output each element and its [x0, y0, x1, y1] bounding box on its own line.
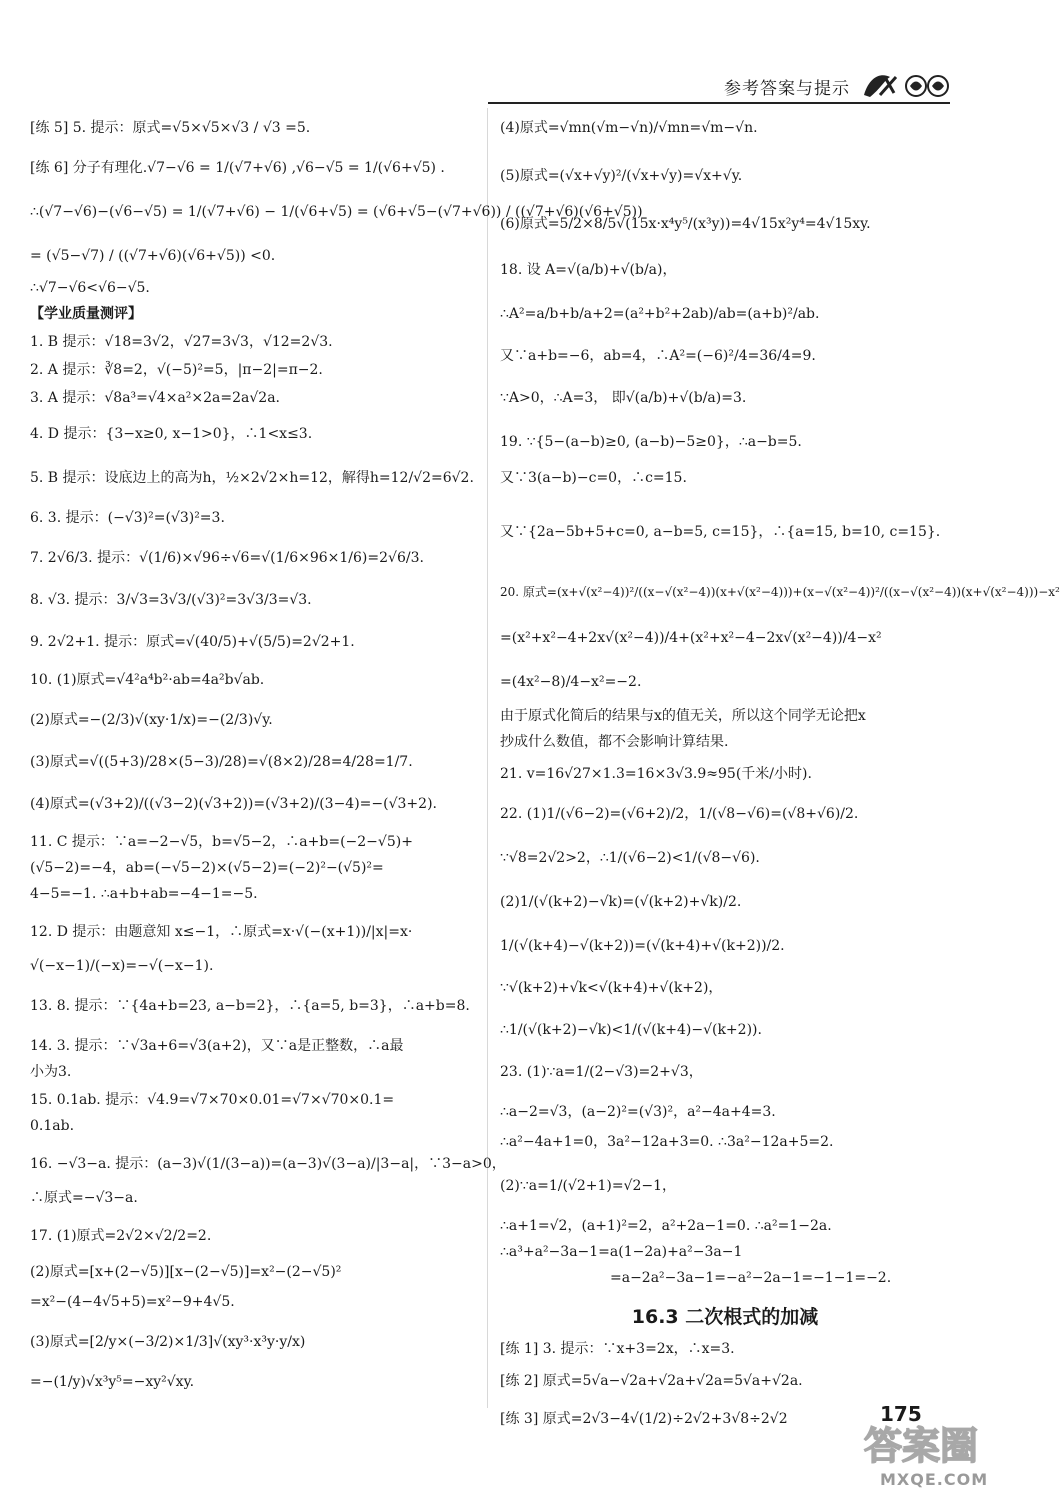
header-title: 参考答案与提示: [724, 78, 850, 99]
answer-20-line-1: 20. 原式=(x+√(x²−4))²/((x−√(x²−4))(x+√(x²−4)))+(x−√(x²−4))²/((x−√(x²−4))(x+√(x²−4)))−x²: [500, 585, 1060, 599]
answer-12-line-1: 12. D 提示：由题意知 x≤−1，∴原式=x·√(−(x+1))/|x|=x·: [30, 924, 413, 940]
answer-7: 7. 2√6/3. 提示：√(1/6)×√96÷√6=√(1/6×96×1/6)=2√6/3.: [30, 550, 424, 566]
answer-4: 4. D 提示：{3−x≥0, x−1>0}，∴1<x≤3.: [30, 426, 313, 442]
exercise-6-answer: [练 6] 分子有理化.√7−√6 = 1/(√7+√6) ,√6−√5 = 1/(√6+√5) .: [30, 160, 445, 176]
answer-17-part-1: 17. (1)原式=2√2×√2/2=2.: [30, 1228, 212, 1244]
answer-16-line-2: ∴原式=−√3−a.: [30, 1190, 138, 1206]
answer-23-part-1-line-2: ∴a−2=√3，(a−2)²=(√3)²，a²−4a+4=3.: [500, 1104, 776, 1120]
answer-11-line-2: (√5−2)=−4，ab=(−√5−2)×(√5−2)=(−2)²−(√5)²=: [30, 860, 384, 876]
answer-18-line-1: 18. 设 A=√(a/b)+√(b/a)，: [500, 262, 677, 278]
answer-10-part-3: (3)原式=√((5+3)/28×(5−3)/28)=√(8×2)/28=4/28=1/7.: [30, 754, 413, 770]
practice-1-answer: [练 1] 3. 提示：∵x+3=2x，∴x=3.: [500, 1341, 735, 1357]
answer-12-line-2: √(−x−1)/(−x)=−√(−x−1).: [30, 958, 214, 974]
answer-23-part-2-line-3: ∴a³+a²−3a−1=a(1−2a)+a²−3a−1: [500, 1244, 743, 1260]
answer-22-part-1: 22. (1)1/(√6−2)=(√6+2)/2，1/(√8−√6)=(√8+√6)/2.: [500, 806, 859, 822]
answer-18-line-3: 又∵a+b=−6，ab=4，∴A²=(−6)²/4=36/4=9.: [500, 348, 816, 364]
section-heading-quality-test: 【学业质量测评】: [30, 306, 142, 322]
answer-17-part-2: (2)原式=[x+(2−√5)][x−(2−√5)]=x²−(2−√5)²: [30, 1264, 342, 1280]
page-number: 175: [880, 1402, 922, 1426]
answer-20-note-1: 由于原式化简后的结果与x的值无关，所以这个同学无论把x: [500, 708, 866, 724]
answer-17-part-4: (4)原式=√mn(√m−√n)/√mn=√m−√n.: [500, 120, 758, 136]
answer-20-line-3: =(4x²−8)/4−x²=−2.: [500, 674, 642, 690]
watermark-domain: MXQE.COM: [880, 1470, 989, 1489]
answer-3: 3. A 提示：√8a³=√4×a²×2a=2a√2a.: [30, 390, 280, 406]
answer-20-note-2: 抄成什么数值，都不会影响计算结果.: [500, 734, 729, 750]
answer-18-line-2: ∴A²=a/b+b/a+2=(a²+b²+2ab)/ab=(a+b)²/ab.: [500, 306, 820, 322]
answer-22-compare-1: ∵√8=2√2>2，∴1/(√6−2)<1/(√8−√6).: [500, 850, 760, 866]
watermark-text: 答案圈: [864, 1424, 979, 1468]
answer-17-part-3-cont: =−(1/y)√x³y⁵=−xy²√xy.: [30, 1374, 195, 1390]
header-rule: [488, 102, 950, 104]
practice-2-answer: [练 2] 原式=5√a−√2a+√2a+√2a=5√a+√2a.: [500, 1373, 803, 1389]
answer-17-part-2-cont: =x²−(4−4√5+5)=x²−9+4√5.: [30, 1294, 235, 1310]
answer-17-part-3: (3)原式=[2/y×(−3/2)×1/3]√(xy³·x³y·y/x): [30, 1334, 306, 1350]
answer-5: 5. B 提示：设底边上的高为h，½×2√2×h=12，解得h=12/√2=6√2.: [30, 470, 474, 486]
answer-6: 6. 3. 提示：(−√3)²=(√3)²=3.: [30, 510, 225, 526]
answer-23-part-2: (2)∵a=1/(√2+1)=√2−1，: [500, 1178, 677, 1194]
answer-19-line-1: 19. ∵{5−(a−b)≥0, (a−b)−5≥0}，∴a−b=5.: [500, 434, 802, 450]
answer-17-part-6: (6)原式=5/2×8/5√(15x·x⁴y⁵/(x³y))=4√15x²y⁴=4√15xy.: [500, 216, 871, 232]
answer-21: 21. v=16√27×1.3=16×3√3.9≈95(千米/小时).: [500, 766, 812, 782]
answer-23-part-2-line-4: =a−2a²−3a−1=−a²−2a−1=−1−1=−2.: [610, 1270, 892, 1286]
right-column: [500, 112, 1060, 1429]
answer-1: 1. B 提示：√18=3√2，√27=3√3，√12=2√3.: [30, 334, 333, 350]
answer-13: 13. 8. 提示：∵{4a+b=23, a−b=2}，∴{a=5, b=3}，∴a+b=8.: [30, 998, 470, 1014]
answer-19-line-3: 又∵{2a−5b+5+c=0, a−b=5, c=15}，∴{a=15, b=10, c=15}.: [500, 524, 941, 540]
answer-22-part-2-line-3: ∵√(k+2)+√k<√(k+4)+√(k+2)，: [500, 980, 723, 996]
answer-2: 2. A 提示：∛8=2，√(−5)²=5，|π−2|=π−2.: [30, 362, 323, 378]
practice-3-answer: [练 3] 原式=2√3−4√(1/2)÷2√2+3√8÷2√2: [500, 1411, 788, 1427]
exercise-6-step-2: = (√5−√7) / ((√7+√6)(√6+√5)) <0.: [30, 248, 276, 264]
exercise-6-step-1: ∴(√7−√6)−(√6−√5) = 1/(√7+√6) − 1/(√6+√5) = (√6+√5−(√7+√6)) / ((√7+√6)(√6+√5)): [30, 204, 643, 220]
answer-22-conclusion: ∴1/(√(k+2)−√k)<1/(√(k+4)−√(k+2)).: [500, 1022, 762, 1038]
section-title: 16.3 二次根式的加减: [631, 1306, 819, 1328]
exercise-5-answer: [练 5] 5. 提示：原式=√5×√5×√3 / √3 =5.: [30, 120, 311, 136]
answer-10-part-4: (4)原式=(√3+2)/((√3−2)(√3+2))=(√3+2)/(3−4)=−(√3+2).: [30, 796, 437, 812]
answer-18-line-4: ∵A>0，∴A=3， 即√(a/b)+√(b/a)=3.: [500, 390, 747, 406]
answer-16-line-1: 16. −√3−a. 提示：(a−3)√(1/(3−a))=(a−3)√(3−a)/|3−a|，∵3−a>0，: [30, 1156, 506, 1172]
answer-19-line-2: 又∵3(a−b)−c=0，∴c=15.: [500, 470, 687, 486]
answer-8: 8. √3. 提示：3/√3=3√3/(√3)²=3√3/3=√3.: [30, 592, 312, 608]
answer-23-part-1-line-3: ∴a²−4a+1=0，3a²−12a+3=0. ∴3a²−12a+5=2.: [500, 1134, 834, 1150]
answer-9: 9. 2√2+1. 提示：原式=√(40/5)+√(5/5)=2√2+1.: [30, 634, 355, 650]
answer-11-line-3: 4−5=−1. ∴a+b+ab=−4−1=−5.: [30, 886, 258, 902]
answer-20-line-2: =(x²+x²−4+2x√(x²−4))/4+(x²+x²−4−2x√(x²−4))/4−x²: [500, 630, 882, 646]
answer-23-part-1: 23. (1)∵a=1/(2−√3)=2+√3，: [500, 1064, 703, 1080]
exercise-6-conclusion: ∴√7−√6<√6−√5.: [30, 280, 150, 296]
answer-10-part-2: (2)原式=−(2/3)√(xy·1/x)=−(2/3)√y.: [30, 712, 273, 728]
answer-22-part-2: (2)1/(√(k+2)−√k)=(√(k+2)+√k)/2.: [500, 894, 742, 910]
page-header: [680, 66, 950, 106]
column-divider: [487, 108, 488, 1408]
answer-22-part-2-line-2: 1/(√(k+4)−√(k+2))=(√(k+4)+√(k+2))/2.: [500, 938, 785, 954]
answer-15-line-1: 15. 0.1ab. 提示：√4.9=√7×70×0.01=√7×√70×0.1=: [30, 1092, 395, 1108]
answer-11-line-1: 11. C 提示：∵a=−2−√5，b=√5−2，∴a+b=(−2−√5)+: [30, 834, 413, 850]
answer-14-line-2: 小为3.: [30, 1064, 72, 1080]
leaf-logo-icon: [860, 71, 950, 101]
answer-23-part-2-line-2: ∴a+1=√2，(a+1)²=2，a²+2a−1=0. ∴a²=1−2a.: [500, 1218, 832, 1234]
answer-15-line-2: 0.1ab.: [30, 1118, 75, 1134]
answer-10-part-1: 10. (1)原式=√4²a⁴b²·ab=4a²b√ab.: [30, 672, 265, 688]
answer-14-line-1: 14. 3. 提示：∵√3a+6=√3(a+2)，又∵a是正整数，∴a最: [30, 1038, 404, 1054]
answer-17-part-5: (5)原式=(√x+√y)²/(√x+√y)=√x+√y.: [500, 168, 743, 184]
